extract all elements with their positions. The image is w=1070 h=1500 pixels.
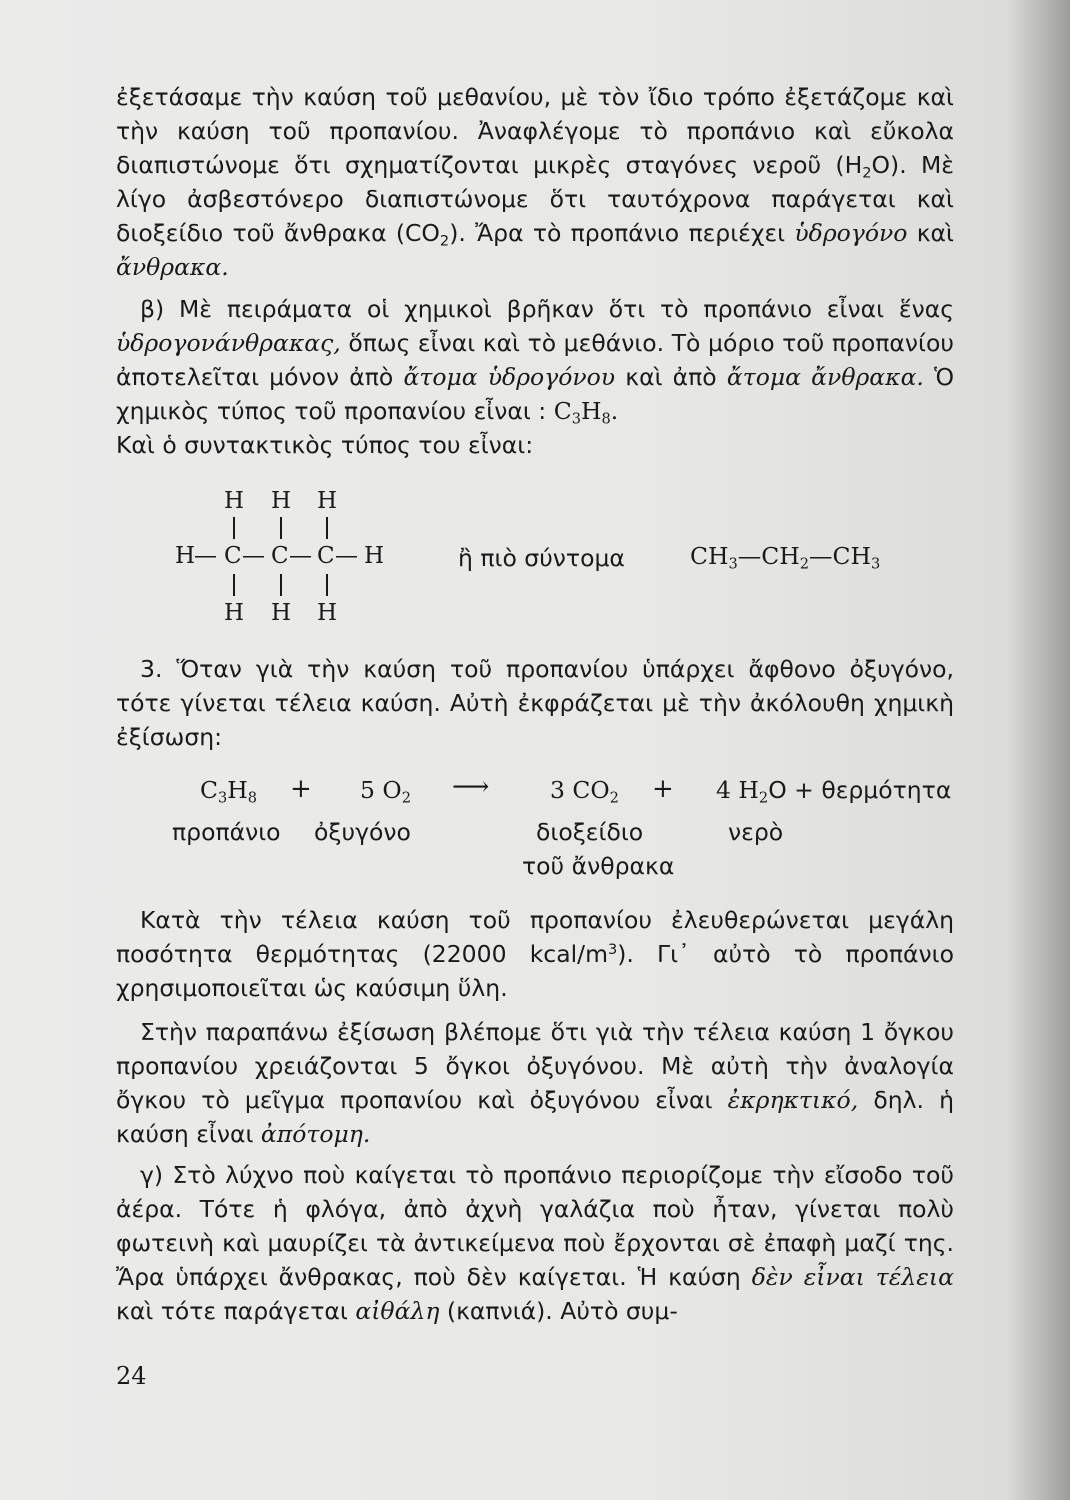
bond-dash: —: [289, 543, 312, 569]
bond-line: [280, 517, 282, 539]
label-carbon-dioxide: διοξείδιο: [536, 818, 644, 846]
bond-line: [233, 574, 235, 596]
atom-c: C: [224, 543, 242, 569]
propane-molecular-formula: $C_3H_8$.: [553, 397, 619, 428]
atom-h: H: [224, 600, 245, 626]
atom-h: H: [224, 488, 245, 514]
label-oxygen: ὀξυγόνο: [314, 818, 411, 846]
label-carbon-dioxide-2: τοῦ ἄνθρακα: [522, 852, 675, 880]
equation-water-heat: 4 $H_2O + \theta\varepsilon\rho\mu ό\tau\eta\tau\alpha$: [716, 776, 952, 807]
atom-c: C: [271, 543, 289, 569]
page-number: 24: [116, 1362, 147, 1390]
paragraph-incomplete-combustion: γ) Στὸ λύχνο ποὺ καίγεται τὸ προπάνιο περιορίζομε τὴν εἴσοδο τοῦ ἀέρα. Τότε ἡ φλόγα, ἀπὸ ἀχνὴ γαλάζια ποὺ ἦταν, γίνεται πολὺ φωτεινὴ καὶ μαυρίζει τὰ ἀντικείμενα ποὺ ἔρχονται σὲ ἐπαφὴ μαζί της. Ἄρα ὑπάρχει ἄνθρακας, ποὺ δὲν καίγεται. Ἡ καύση δὲν εἶναι τέλεια καὶ τότε παράγεται αἰθάλη (καπνιά). Αὐτὸ συμ-: [116, 1161, 954, 1325]
atom-h: H: [271, 488, 292, 514]
atom-h: H: [271, 600, 292, 626]
paragraph-hydrocarbon-definition: β) Μὲ πειράματα οἱ χημικοὶ βρῆκαν ὅτι τὸ προπάνιο εἶναι ἕνας ὑδρογονάνθρακας, ὅπως εἶναι καὶ τὸ μεθάνιο. Τὸ μόριο τοῦ προπανίου ἀποτελεῖται μόνον ἀπὸ ἄτομα ὑδρογόνου καὶ ἀπὸ ἄτομα ἄνθρακα. Ὁ χημικὸς τύπος τοῦ προπανίου εἶναι : $C_3H_8$. Καὶ ὁ συντακτικὸς τύπος του εἶναι:: [116, 295, 954, 459]
atom-c: C: [317, 543, 335, 569]
bond-line: [280, 574, 282, 596]
equation-propane: $C_3H_8$: [200, 776, 258, 807]
atom-h: H: [364, 543, 385, 569]
paragraph-volume-ratio: Στὴν παραπάνω ἐξίσωση βλέπομε ὅτι γιὰ τὴν τέλεια καύση 1 ὄγκου προπανίου χρειάζονται 5 ὄγκοι ὀξυγόνου. Μὲ αὐτὴ τὴν ἀναλογία ὄγκου τὸ μεῖγμα προπανίου καὶ ὀξυγόνου εἶναι ἐκρηκτικό, δηλ. ἡ καύση εἶναι ἀπότομη.: [116, 1018, 954, 1148]
equation-carbon-dioxide: 3 $CO_2$: [550, 776, 619, 807]
label-water: νερὸ: [728, 818, 784, 846]
atom-h: H: [175, 543, 196, 569]
equation-plus: +: [652, 774, 674, 804]
bond-line: [326, 574, 328, 596]
condensed-formula: $CH_3—CH_2—CH_3$: [690, 542, 881, 573]
bond-dash: —: [335, 543, 358, 569]
bond-dash: —: [194, 543, 217, 569]
bond-line: [326, 517, 328, 539]
or-shorter-text: ἢ πιὸ σύντομα: [458, 544, 625, 572]
bond-dash: —: [242, 543, 265, 569]
paragraph-complete-combustion: 3. Ὅταν γιὰ τὴν καύση τοῦ προπανίου ὑπάρχει ἄφθονο ὀξυγόνο, τότε γίνεται τέλεια καύση. Αὐτὴ ἐκφράζεται μὲ τὴν ἀκόλουθη χημικὴ ἐξίσωση:: [116, 655, 954, 751]
label-propane: προπάνιο: [172, 818, 281, 846]
equation-plus: +: [290, 774, 312, 804]
equation-oxygen: 5 $O_2$: [360, 776, 411, 807]
equation-arrow: ⟶: [452, 772, 490, 802]
atom-h: H: [317, 488, 338, 514]
paragraph-propane-combustion-intro: ἐξετάσαμε τὴν καύση τοῦ μεθανίου, μὲ τὸν ἴδιο τρόπο ἐξετάζομε καὶ τὴν καύση τοῦ προπανίου. Ἀναφλέγομε τὸ προπάνιο καὶ εὔκολα διαπιστώνομε ὅτι σχηματίζονται μικρὲς σταγόνες νεροῦ $(H_2O)$. Μὲ λίγο ἀσβεστόνερο διαπιστώνομε ὅτι ταυτόχρονα παράγεται καὶ διοξείδιο τοῦ ἄνθρακα $(CO_2)$. Ἄρα τὸ προπάνιο περιέχει ὑδρογόνο καὶ ἄνθρακα.: [116, 83, 955, 281]
paragraph-heat-release: Κατὰ τὴν τέλεια καύση τοῦ προπανίου ἐλευθερώνεται μεγάλη ποσότητα θερμότητας (22000 kcal/$m^3$). Γι᾽ αὐτὸ τὸ προπάνιο χρησιμοποιεῖται ὡς καύσιμη ὕλη.: [116, 906, 954, 1002]
bond-line: [233, 517, 235, 539]
atom-h: H: [317, 600, 338, 626]
